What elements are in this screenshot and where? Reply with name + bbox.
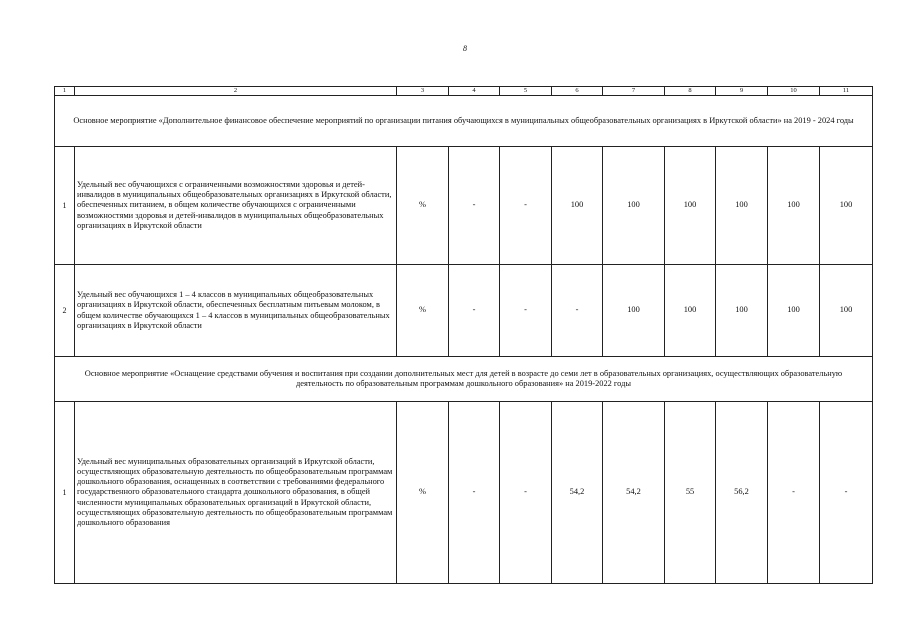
section-row [55, 96, 873, 147]
column-number: 9 [716, 87, 768, 96]
column-number: 2 [75, 87, 397, 96]
value-cell: 100 [603, 147, 665, 265]
value-cell: 100 [603, 265, 665, 357]
indicator-row [55, 147, 873, 265]
column-number: 4 [449, 87, 500, 96]
column-number: 11 [820, 87, 873, 96]
indicator-row [55, 265, 873, 357]
value-cell: 100 [820, 265, 873, 357]
value-cell: - [500, 402, 552, 584]
value-cell: - [500, 147, 552, 265]
value-cell: - [768, 402, 820, 584]
column-number: 10 [768, 87, 820, 96]
value-cell: 55 [665, 402, 716, 584]
column-number-row [55, 87, 873, 96]
value-cell: - [552, 265, 603, 357]
unit-cell: % [397, 265, 449, 357]
value-cell: 100 [768, 147, 820, 265]
value-cell: 100 [716, 147, 768, 265]
value-cell: - [449, 402, 500, 584]
value-cell: 54,2 [603, 402, 665, 584]
row-number: 1 [55, 147, 75, 265]
value-cell: 100 [665, 147, 716, 265]
row-number: 2 [55, 265, 75, 357]
value-cell: 56,2 [716, 402, 768, 584]
section-row [55, 357, 873, 402]
column-number: 6 [552, 87, 603, 96]
indicator-name: Удельный вес муниципальных образовательных организаций в Иркутской области, осуществляющих образовательную деятельность по общеобразовательным программам дошкольного образования, оснащенных в соответствии с требованиями федерального государственного образовательного стандарта дошкольного образования, в общей численности муниципальных образовательных организаций в Иркутской области, осуществляющих образовательную деятельность по общеобразовательным программам дошкольного образования [75, 402, 397, 584]
value-cell: 100 [768, 265, 820, 357]
column-number: 5 [500, 87, 552, 96]
unit-cell: % [397, 147, 449, 265]
page-number: 8 [463, 44, 467, 53]
value-cell: - [449, 147, 500, 265]
value-cell: 100 [716, 265, 768, 357]
column-number: 8 [665, 87, 716, 96]
row-number: 1 [55, 402, 75, 584]
section-title: Основное мероприятие «Дополнительное финансовое обеспечение мероприятий по организации питания обучающихся в муниципальных общеобразовательных организациях в Иркутской области» на 2019 - 2024 годы [55, 96, 873, 147]
value-cell: 100 [552, 147, 603, 265]
indicators-table [54, 86, 873, 584]
value-cell: - [449, 265, 500, 357]
value-cell: - [820, 402, 873, 584]
column-number: 3 [397, 87, 449, 96]
column-number: 1 [55, 87, 75, 96]
section-title: Основное мероприятие «Оснащение средствами обучения и воспитания при создании дополнительных мест для детей в возрасте до семи лет в образовательных организациях, осуществляющих образовательную деятельность по образовательным программам дошкольного образования» на 2019-2022 годы [55, 357, 873, 402]
indicator-name: Удельный вес обучающихся с ограниченными возможностями здоровья и детей-инвалидов в муниципальных общеобразовательных организациях в Иркутской области, обеспеченных питанием, в общем количестве обучающихся с ограниченными возможностями здоровья и детей-инвалидов в муниципальных общеобразовательных организациях в Иркутской области [75, 147, 397, 265]
indicator-row [55, 402, 873, 584]
unit-cell: % [397, 402, 449, 584]
value-cell: 100 [820, 147, 873, 265]
value-cell: 100 [665, 265, 716, 357]
value-cell: - [500, 265, 552, 357]
indicator-name: Удельный вес обучающихся 1 – 4 классов в муниципальных общеобразовательных организациях в Иркутской области, обеспеченных бесплатным питьевым молоком, в общем количестве обучающихся 1 – 4 классов в муниципальных общеобразовательных организациях в Иркутской области [75, 265, 397, 357]
column-number: 7 [603, 87, 665, 96]
value-cell: 54,2 [552, 402, 603, 584]
